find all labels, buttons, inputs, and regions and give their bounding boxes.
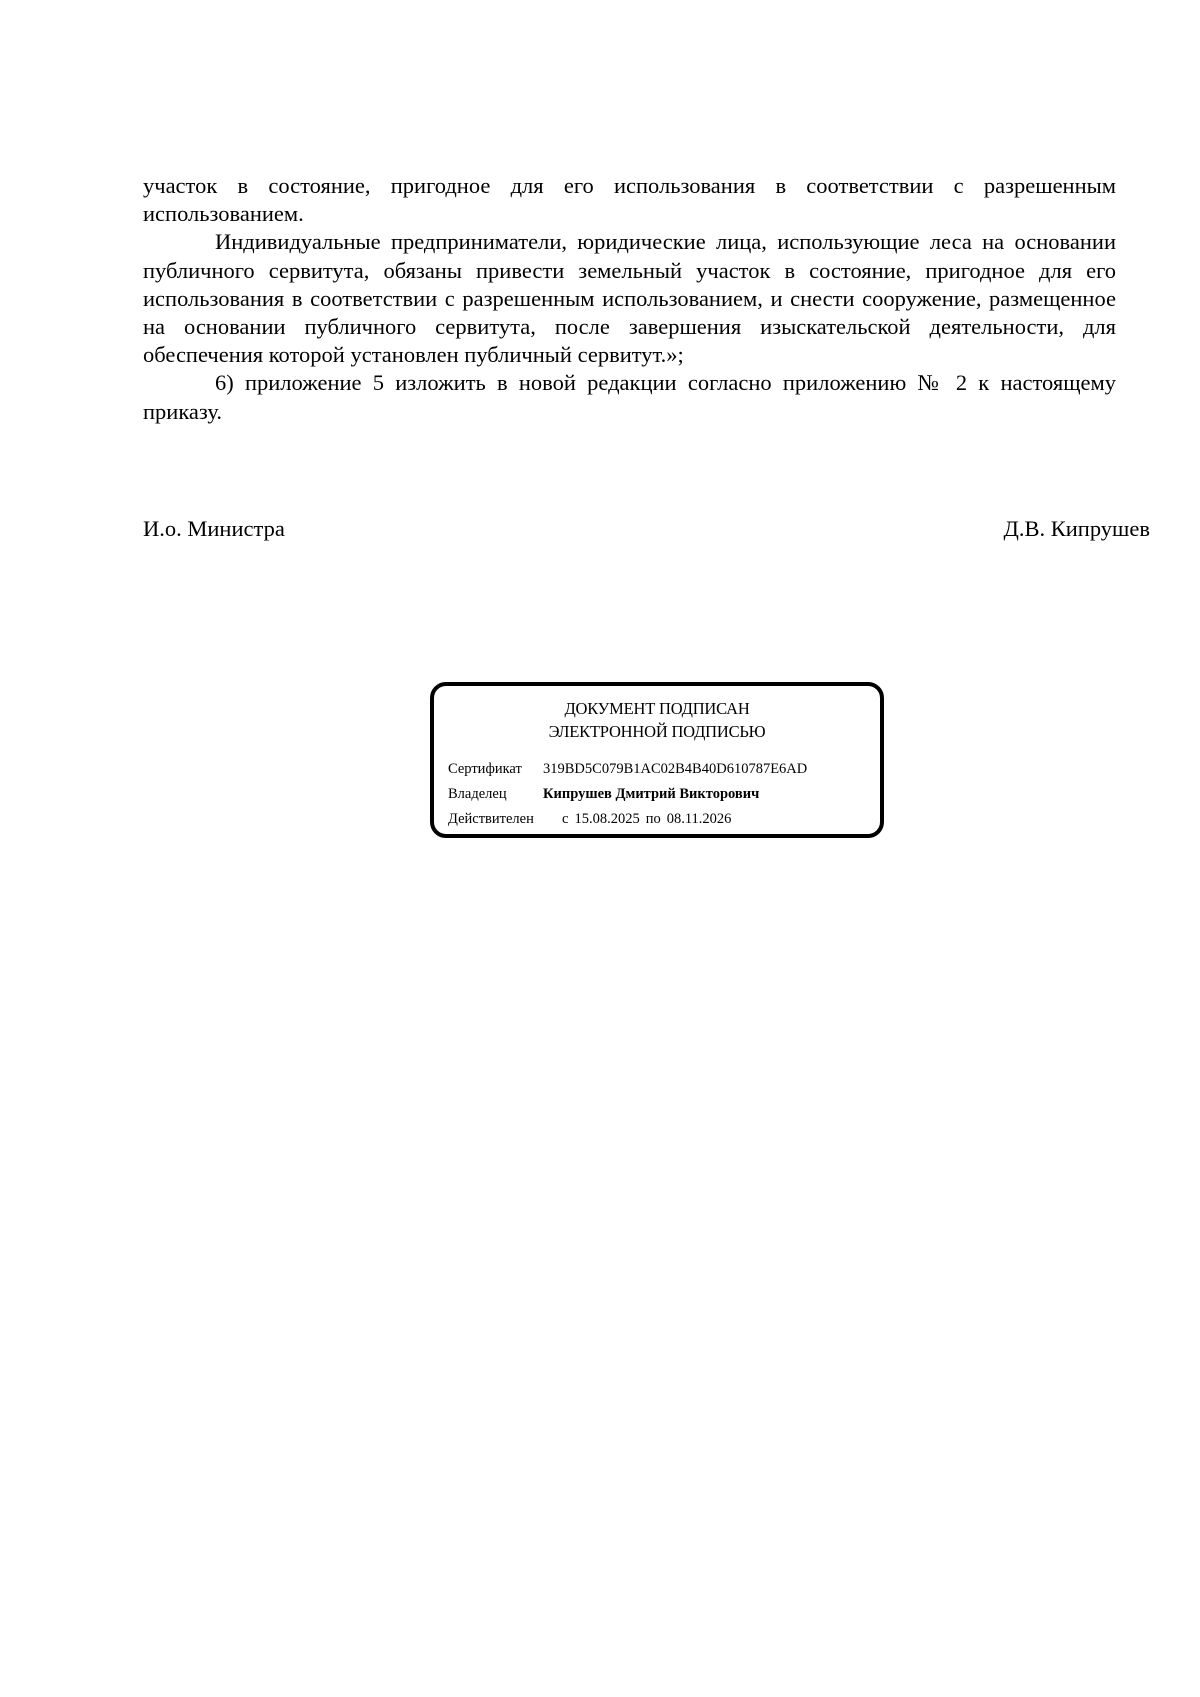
signatory-position: И.о. Министра bbox=[143, 516, 285, 541]
paragraph-continuation: участок в состояние, пригодное для его использования в соответствии с разрешенным использованием. bbox=[143, 173, 1116, 227]
signatory-name: Д.В. Кипрушев bbox=[1003, 516, 1150, 541]
certificate-value: 319BD5C079B1AC02B4B40D610787E6AD bbox=[543, 761, 808, 777]
document-body bbox=[143, 172, 1116, 426]
valid-from-date: 15.08.2025 bbox=[574, 811, 640, 827]
owner-label: Владелец bbox=[448, 786, 507, 802]
valid-to-date: 08.11.2026 bbox=[666, 811, 732, 827]
valid-from-prefix: с bbox=[562, 811, 569, 827]
electronic-signature-stamp bbox=[430, 682, 884, 838]
paragraph-obligations: Индивидуальные предприниматели, юридические лица, использующие леса на основании публичного сервитута, обязаны привести земельный участок в состояние, пригодное для его использования в соответствии с разрешенным использованием, и снести сооружение, размещенное на основании публичного сервитута, после завершения изыскательской деятельности, для обеспечения которой установлен публичный сервитут.»; bbox=[143, 229, 1116, 368]
valid-label: Действителен bbox=[448, 811, 534, 827]
paragraph-item-6: 6) приложение 5 изложить в новой редакции согласно приложению № 2 к настоящему приказу. bbox=[143, 370, 1116, 424]
stamp-title-line-2: ЭЛЕКТРОННОЙ ПОДПИСЬЮ bbox=[548, 722, 766, 741]
stamp-validity-row bbox=[448, 810, 731, 828]
certificate-label: Сертификат bbox=[448, 761, 522, 777]
owner-value: Кипрушев Дмитрий Викторович bbox=[543, 786, 760, 802]
valid-to-prefix: по bbox=[645, 811, 661, 827]
stamp-certificate-row bbox=[448, 760, 807, 778]
stamp-owner-row bbox=[448, 785, 759, 803]
stamp-title-line-1: ДОКУМЕНТ ПОДПИСАН bbox=[564, 699, 750, 718]
stamp-title bbox=[434, 697, 880, 743]
